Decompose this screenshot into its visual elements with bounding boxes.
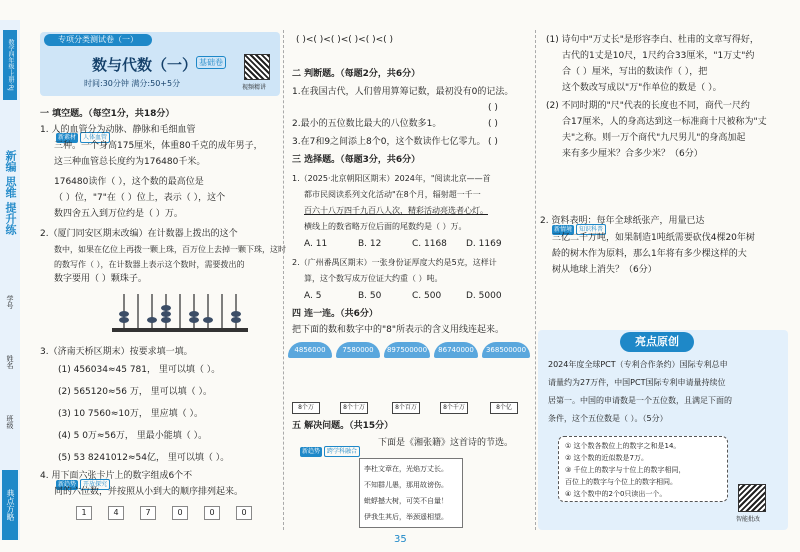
umbrella-number: 86740000 xyxy=(434,342,478,358)
choice1-option: D. 1169 xyxy=(466,239,502,249)
umbrella-number: 897500000 xyxy=(384,342,430,358)
right-q1-line: 来有多少厘米？合多少米？（6分） xyxy=(562,149,703,159)
choice1-option: C. 1168 xyxy=(412,239,447,249)
q1-line: 176480读作（ ），这个数的最高位是 xyxy=(54,177,204,187)
right-q2-line: 2. 资料表明：每年全球纸张产，用量已达 xyxy=(540,216,705,226)
test-meta: 时间:30分钟 满分:50+5分 xyxy=(84,79,181,88)
q4-line: 4. 用下面六张卡片上的数字组成6个不 xyxy=(40,471,193,481)
choice2-line: 2.（广州番禺区期末）一张身份证厚度大约是5克，这样计 xyxy=(292,258,497,267)
right-q2-line: 树从地球上消失？（6分） xyxy=(552,265,657,275)
side-field-class: 班级 xyxy=(6,415,14,429)
umbrella-number: 368500000 xyxy=(482,342,530,358)
section2-heading: 二 判断题。（每题2分，共6分） xyxy=(292,69,421,79)
connect-instruction: 把下面的数和数字中的"8"所表示的含义用线连起来。 xyxy=(292,325,505,335)
q1-line: （ ）位，"7"在（ ）位上，表示（ ），这个 xyxy=(54,193,226,203)
q3-item: (5) 53 8241012≈54亿， 里可以填（ ）。 xyxy=(58,453,230,463)
q1-line: 1. 人的血管分为动脉、静脉和毛细血管 xyxy=(40,125,196,135)
section4-heading: 四 连一连。（共6分） xyxy=(292,309,378,319)
column-divider xyxy=(283,30,284,530)
q3-item: (1) 456034≈45 781， 里可以填（ ）。 xyxy=(58,365,221,375)
q4-line: 同的六位数，并按照从小到大的顺序排列起来。 xyxy=(54,487,244,497)
unit-card: 8个亿 xyxy=(490,402,518,414)
poem-line: 伊我生其后，举颈遥相望。 xyxy=(364,513,448,521)
tag-open: 开放探究 xyxy=(80,479,110,490)
digit-card: 0 xyxy=(172,506,188,520)
right-q1-line: 合17厘米，人的身高达到这一标准商十尺被称为"丈 xyxy=(562,117,767,127)
conditions-box xyxy=(558,436,728,502)
unit-card: 8个万 xyxy=(292,402,320,414)
unit-card: 8个百万 xyxy=(392,402,420,414)
q3-item: (2) 565120≈56 万， 里可以填（ ）。 xyxy=(58,387,213,397)
qr-label: 视频精讲 xyxy=(242,84,267,91)
judge-blank: ( ) xyxy=(488,119,498,129)
header-badge: 专项分类测试卷（一） xyxy=(44,34,152,46)
highlight-line: 居第一。中国的申请数是一个五位数，且满足下面的 xyxy=(548,396,732,405)
q3-item: (4) 5 0万≈56万， 里最小能填（ ）。 xyxy=(58,431,208,441)
tag-new-trend: 新趋势 xyxy=(302,448,321,455)
condition-item: ② 这个数的近似数是7万。 xyxy=(565,454,648,462)
right-q1-line: 古代的1丈是10尺，1尺约合33厘米，"1万丈"约 xyxy=(562,51,755,61)
highlight-line: 条件，这个五位数是（ ）。（5分） xyxy=(548,414,668,423)
title-tag: 基础卷 xyxy=(196,56,226,69)
condition-item: 百位上的数字与个位上的数字相同。 xyxy=(565,478,677,486)
condition-item: ① 这个数各数位上的数字之和是14。 xyxy=(565,442,681,450)
q2-line: 数中，如果在亿位上再拨一颗上珠，百万位上去掉一颗下珠，这时 xyxy=(54,245,286,254)
tag-new-material: 新素材 xyxy=(58,134,77,141)
tag-new-context: 新情境 xyxy=(554,226,573,233)
tag-science: 知识科普 xyxy=(576,224,606,235)
judge-item: 2.最小的五位数比最大的八位数多1。 xyxy=(292,119,442,129)
section1-heading: 一 填空题。（每空1分，共18分） xyxy=(40,109,175,119)
poem-line: 不知群儿愚，那用故谤伤。 xyxy=(364,481,448,489)
right-q1-line: 合（ ）厘米，写出的数读作（ ），把 xyxy=(562,67,708,77)
choice2-option: C. 500 xyxy=(412,291,442,301)
judge-blank: ( ) xyxy=(488,137,498,147)
side-bottom-brand: 典点方略 xyxy=(2,470,18,540)
section5-heading: 五 解决问题。（共15分） xyxy=(292,421,394,431)
right-q1-line: (2) 不同时期的"尺"代表的长度也不同，商代一尺约 xyxy=(546,101,750,111)
judge-item: 1.在我国古代，人们曾用算筹记数，最初没有0的记法。 xyxy=(292,87,514,97)
q1-line: 数四舍五入到万位约是（ ）万。 xyxy=(54,209,183,219)
condition-item: ④ 这个数中的2个0只读出一个。 xyxy=(565,490,667,498)
digit-card: 0 xyxy=(236,506,252,520)
right-q2-line: 三亿二千万吨，如果制造1吨纸需要砍伐4棵20年树 xyxy=(552,233,755,243)
digit-card: 4 xyxy=(108,506,124,520)
qr-label-smart: 智能批改 xyxy=(736,516,761,523)
q3-heading: 3.（济南天桥区期末）按要求填一填。 xyxy=(40,347,193,357)
right-q1-line: 这个数改写成以"万"作单位的数是（ ）。 xyxy=(562,83,722,93)
digit-card: 1 xyxy=(76,506,92,520)
q2-line: 2.（厦门同安区期末改编）在计数器上拨出的这个 xyxy=(40,229,238,239)
side-field-name: 姓名 xyxy=(6,355,14,369)
poem-box xyxy=(359,458,463,528)
tag-topic: 人体血管 xyxy=(80,132,110,143)
choice2-option: A. 5 xyxy=(304,291,322,301)
choice1-option: B. 12 xyxy=(358,239,382,249)
condition-item: ③ 千位上的数字与十位上的数字相同， xyxy=(565,466,686,474)
q2-line: 数字要用（ ）颗珠子。 xyxy=(54,274,147,284)
column-divider xyxy=(535,30,536,530)
order-blanks: ( )<( )<( )<( )<( )<( ) xyxy=(296,35,394,45)
choice1-line: 百六十八万四千九百八人次，精彩活动亮选者心灯。 xyxy=(304,206,488,215)
choice1-option: A. 11 xyxy=(304,239,328,249)
choice2-option: B. 50 xyxy=(358,291,382,301)
unit-card: 8个十万 xyxy=(340,402,368,414)
section3-heading: 三 选择题。（每题3分，共6分） xyxy=(292,155,421,165)
q3-item: (3) 10 7560≈10万， 里应填（ ）。 xyxy=(58,409,204,419)
side-edition: 数学四年级·上册·RJ xyxy=(3,30,17,100)
qr-code-smart[interactable] xyxy=(738,484,766,512)
side-brand: 新编 思维 提升练 xyxy=(4,150,17,235)
choice2-option: D. 5000 xyxy=(466,291,502,301)
q2-line: 的数写作（ ），在计数器上表示这个数时，需要拨出的 xyxy=(54,260,245,269)
choice1-line: 1.（2025·北京朝阳区期末）2024年，"阅读北京——首 xyxy=(292,174,491,183)
poem-line: 蚍蜉撼大树，可笑不自量！ xyxy=(364,497,448,505)
judge-item: 3.在7和9之间添上8个0，这个数读作七亿零九。 xyxy=(292,137,486,147)
q5-tags xyxy=(300,438,360,457)
page-title: 数与代数（一） xyxy=(92,56,198,74)
judge-blank: ( ) xyxy=(488,103,498,113)
tag-new-trend: 新趋势 xyxy=(58,481,77,488)
q5-text: 下面是《湘张籍》这首诗的节选。 xyxy=(378,438,514,448)
qr-code-header[interactable] xyxy=(244,54,270,80)
highlight-title: 亮点原创 xyxy=(620,332,694,352)
right-q1-line: 夫"之称。则一万个商代"九尺男儿"的身高加起 xyxy=(562,133,746,143)
digit-card: 0 xyxy=(204,506,220,520)
abacus-diagram xyxy=(110,290,250,334)
q1-line: 这三种血管总长度约为176480千米。 xyxy=(54,157,206,167)
umbrella-number: 7580000 xyxy=(336,342,380,358)
side-field-number: 学号 xyxy=(6,295,14,309)
highlight-line: 请量约为27万件，中国PCT国际专利申请量持续位 xyxy=(548,378,726,387)
page-number: 35 xyxy=(394,534,407,545)
choice1-line: 都市民阅读系列文化活动"在8个月，辐射超一千一 xyxy=(304,190,481,199)
choice2-line: 算，这个数写成万位证大约重（ ）吨。 xyxy=(304,274,443,283)
highlight-line: 2024年度全球PCT（专利合作条约）国际专利总申 xyxy=(548,360,728,369)
right-q1-line: (1) 诗句中"万丈长"是形容李白、杜甫的文章写得好， xyxy=(546,35,759,45)
umbrella-number: 4856000 xyxy=(288,342,332,358)
poem-line: 李杜文章在，光焰万丈长。 xyxy=(364,465,448,473)
unit-card: 8个千万 xyxy=(440,402,468,414)
right-q2-line: 龄的树木作为原料，那么1年将有多少棵这样的大 xyxy=(552,249,747,259)
digit-card: 7 xyxy=(140,506,156,520)
choice1-line: 横线上的数省略万位后面的尾数约是（ ）万。 xyxy=(304,222,467,231)
q1-line: 三种。一个身高175厘米，体重80千克的成年男子， xyxy=(54,141,263,151)
tag-cross-subject: 跨学科融合 xyxy=(324,446,360,457)
